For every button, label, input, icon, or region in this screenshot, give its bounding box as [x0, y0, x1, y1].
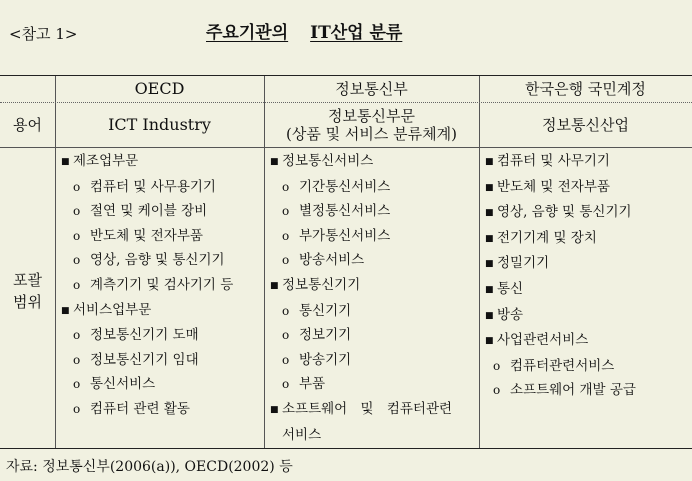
list-item	[485, 175, 636, 201]
circle-bullet-icon: ο	[282, 377, 290, 392]
square-bullet-icon: ■	[485, 233, 494, 244]
circle-bullet-icon: ο	[73, 352, 81, 367]
circle-bullet-icon: ο	[282, 352, 290, 367]
list-item-text: 방송서비스	[299, 252, 365, 269]
circle-bullet-icon: ο	[73, 401, 81, 416]
list-item	[61, 175, 233, 200]
title-part-2: IT산업 분류	[310, 23, 403, 43]
row-label-scope-line-1: 포괄	[13, 271, 42, 289]
row-label-scope	[0, 266, 55, 316]
list-item	[485, 200, 636, 226]
list-item-text: 정보기기	[299, 327, 352, 344]
list-item	[61, 149, 233, 175]
square-bullet-icon: ■	[485, 284, 494, 295]
column-header-mic: 정보통신부	[335, 80, 408, 98]
list-item-text: 정보통신기기 도매	[90, 327, 199, 344]
list-item-text: 소프트웨어 및 컴퓨터관련	[282, 400, 453, 417]
list-item	[270, 149, 452, 175]
square-bullet-icon: ■	[485, 182, 494, 193]
scope-list-oecd	[61, 149, 233, 422]
list-item-text: 방송	[497, 306, 524, 323]
list-item-text: 정보통신기기 임대	[90, 351, 199, 368]
term-row-divider	[0, 147, 692, 148]
list-item-text: 통신기기	[299, 302, 352, 319]
row-label-scope-line-2: 범위	[13, 293, 42, 311]
list-item	[270, 397, 452, 423]
scope-list-mic	[270, 149, 452, 447]
list-item	[270, 199, 452, 224]
list-item-text: 계측기기 및 검사기기 등	[90, 276, 234, 293]
square-bullet-icon: ■	[485, 310, 494, 321]
circle-bullet-icon: ο	[73, 179, 81, 194]
circle-bullet-icon: ο	[282, 253, 290, 268]
list-item-text: 부가통신서비스	[299, 227, 391, 244]
square-bullet-icon: ■	[270, 157, 279, 167]
term-mic-line-2: (상품 및 서비스 분류체계)	[286, 124, 457, 143]
list-item	[61, 224, 233, 249]
term-mic	[264, 102, 479, 147]
list-item-text: 영상, 음향 및 통신기기	[90, 252, 225, 269]
list-item	[270, 248, 452, 273]
list-item-text: 서비스	[282, 426, 322, 443]
circle-bullet-icon: ο	[493, 358, 501, 373]
list-item-text: 서비스업부문	[73, 301, 152, 318]
circle-bullet-icon: ο	[73, 277, 81, 292]
square-bullet-icon: ■	[485, 157, 494, 167]
list-item	[61, 397, 233, 422]
square-bullet-icon: ■	[270, 404, 279, 415]
list-item-text: 정보통신서비스	[282, 153, 374, 169]
list-item	[61, 273, 233, 298]
square-bullet-icon: ■	[270, 280, 279, 291]
title-part-1: 주요기관의	[206, 23, 289, 43]
list-item	[270, 273, 452, 299]
circle-bullet-icon: ο	[282, 328, 290, 343]
list-item-text: 기간통신서비스	[299, 178, 391, 195]
list-item	[270, 423, 452, 448]
list-item	[485, 149, 636, 175]
list-item	[61, 372, 233, 397]
list-item-text: 방송기기	[299, 351, 352, 368]
list-item-text: 절연 및 케이블 장비	[90, 203, 208, 220]
list-item	[61, 348, 233, 373]
square-bullet-icon: ■	[61, 157, 70, 167]
term-bok: 정보통신산업	[542, 115, 629, 134]
square-bullet-icon: ■	[61, 305, 70, 316]
circle-bullet-icon: ο	[493, 383, 501, 398]
list-item	[270, 175, 452, 200]
list-item-text: 컴퓨터관련서비스	[510, 357, 615, 374]
list-item-text: 컴퓨터 관련 활동	[90, 400, 190, 417]
list-item-text: 반도체 및 전자부품	[497, 178, 610, 195]
list-item-text: 컴퓨터 및 사무용기기	[90, 178, 216, 195]
square-bullet-icon: ■	[485, 336, 494, 347]
scope-list-bok	[485, 149, 636, 403]
list-item	[270, 299, 452, 324]
list-item	[61, 298, 233, 324]
circle-bullet-icon: ο	[73, 204, 81, 219]
list-item	[485, 328, 636, 354]
circle-bullet-icon: ο	[73, 328, 81, 343]
circle-bullet-icon: ο	[282, 303, 290, 318]
term-oecd: ICT Industry	[108, 114, 211, 134]
list-item-text: 통신서비스	[90, 376, 156, 393]
classification-table	[0, 75, 692, 449]
list-item	[485, 378, 636, 403]
list-item	[61, 248, 233, 273]
square-bullet-icon: ■	[485, 208, 494, 219]
reference-label: <참고 1>	[9, 25, 78, 43]
list-item-text: 반도체 및 전자부품	[90, 227, 203, 244]
circle-bullet-icon: ο	[282, 204, 290, 219]
list-item	[485, 277, 636, 303]
source-note: 자료: 정보통신부(2006(a)), OECD(2002) 등	[6, 459, 293, 475]
circle-bullet-icon: ο	[282, 179, 290, 194]
list-item-text: 별정통신서비스	[299, 203, 391, 220]
circle-bullet-icon: ο	[282, 228, 290, 243]
list-item-text: 영상, 음향 및 통신기기	[497, 204, 632, 221]
list-item	[61, 199, 233, 224]
list-item	[270, 323, 452, 348]
term-mic-line-1: 정보통신부문	[328, 106, 415, 125]
page-title	[206, 23, 402, 43]
list-item	[485, 251, 636, 277]
square-bullet-icon: ■	[485, 259, 494, 270]
list-item-text: 제조업부문	[73, 153, 139, 169]
list-item-text: 전기기계 및 장치	[497, 229, 597, 246]
column-header-oecd: OECD	[134, 79, 185, 98]
list-item	[270, 224, 452, 249]
list-item-text: 통신	[497, 280, 524, 297]
circle-bullet-icon: ο	[73, 253, 81, 268]
list-item-text: 소프트웨어 개발 공급	[510, 382, 636, 399]
list-item-text: 정밀기기	[497, 255, 550, 272]
list-item	[485, 226, 636, 252]
list-item-text: 사업관련서비스	[497, 332, 589, 349]
list-item-text: 컴퓨터 및 사무기기	[497, 153, 610, 169]
list-item	[485, 354, 636, 379]
list-item	[270, 372, 452, 397]
circle-bullet-icon: ο	[73, 228, 81, 243]
list-item-text: 정보통신기기	[282, 276, 361, 293]
column-header-bok: 한국은행 국민계정	[525, 80, 646, 98]
list-item	[270, 348, 452, 373]
list-item	[485, 303, 636, 329]
row-label-term: 용어	[13, 115, 42, 134]
list-item-text: 부품	[299, 376, 326, 393]
header-corner-cell	[0, 76, 55, 102]
list-item	[61, 323, 233, 348]
circle-bullet-icon: ο	[73, 377, 81, 392]
